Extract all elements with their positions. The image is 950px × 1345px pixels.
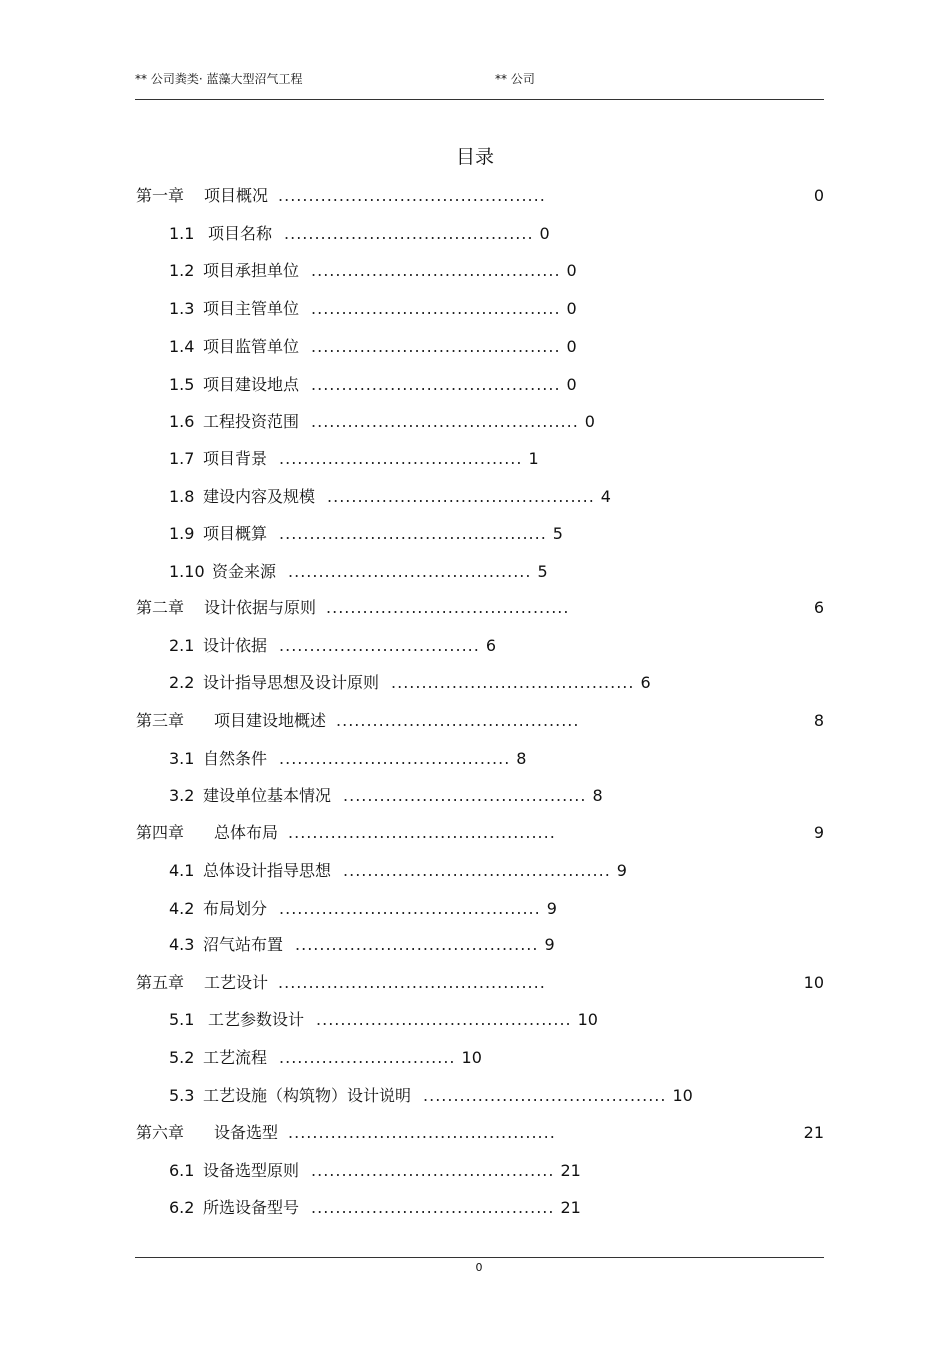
toc-entry-page-number: 1	[528, 449, 539, 468]
toc-entry-number: 1.9	[169, 524, 195, 543]
toc-entry-label: 项目概算	[203, 524, 268, 543]
toc-entry-page-number: 10	[577, 1010, 598, 1029]
toc-entry-label: 布局划分	[203, 899, 268, 918]
toc-entry-number: 4.1	[169, 861, 195, 880]
toc-entry-number: 6.2	[169, 1198, 195, 1217]
toc-entry-page-number: 10	[672, 1086, 693, 1105]
toc-entry-label: 项目概况	[204, 186, 269, 205]
toc-section-entry[interactable]	[169, 448, 539, 470]
toc-entry-label: 所选设备型号	[203, 1198, 300, 1217]
toc-entry-page-number: 9	[544, 935, 555, 954]
toc-section-entry[interactable]	[169, 785, 603, 807]
toc-entry-label: 资金来源	[212, 562, 277, 581]
toc-section-entry[interactable]	[169, 298, 577, 320]
toc-section-entry[interactable]	[169, 1085, 693, 1107]
toc-section-entry[interactable]	[169, 523, 563, 545]
toc-entry-number: 第六章	[136, 1123, 185, 1142]
toc-dot-leader: ........................................	[336, 711, 580, 730]
toc-entry-number: 第二章	[136, 598, 185, 617]
toc-entry-page-number: 0	[566, 261, 577, 280]
toc-entry-number: 1.5	[169, 375, 195, 394]
toc-entry-label: 工程投资范围	[203, 412, 300, 431]
toc-entry-page-number: 8	[813, 711, 824, 730]
header-right-text: ** 公司	[495, 72, 535, 86]
toc-entry-number: 1.2	[169, 261, 195, 280]
toc-section-entry[interactable]	[169, 635, 496, 657]
toc-section-entry[interactable]	[169, 223, 550, 245]
toc-entry-label: 设计指导思想及设计原则	[203, 673, 380, 692]
toc-entry-label: 总体布局	[214, 823, 279, 842]
toc-section-entry[interactable]	[169, 748, 526, 770]
toc-dot-leader: ........................................	[288, 562, 532, 581]
toc-entry-number: 5.2	[169, 1048, 195, 1067]
toc-section-entry[interactable]	[169, 411, 595, 433]
toc-dot-leader: ..........................................	[316, 1010, 572, 1029]
toc-entry-page-number: 0	[566, 299, 577, 318]
toc-entry-label: 项目承担单位	[203, 261, 300, 280]
toc-entry-page-number: 6	[813, 598, 824, 617]
toc-entry-number: 第五章	[136, 973, 185, 992]
toc-dot-leader: .........................................	[311, 261, 561, 280]
toc-entry-page-number: 0	[566, 375, 577, 394]
toc-entry-label: 建设内容及规模	[203, 487, 316, 506]
toc-dot-leader: ........................................	[295, 935, 539, 954]
toc-entry-label: 工艺设计	[204, 973, 269, 992]
toc-entry-number: 2.2	[169, 673, 195, 692]
toc-entry-label: 项目主管单位	[203, 299, 300, 318]
toc-entry-number: 1.1	[169, 224, 195, 243]
toc-section-entry[interactable]	[169, 898, 557, 920]
toc-section-entry[interactable]	[169, 1047, 482, 1069]
toc-entry-number: 3.2	[169, 786, 195, 805]
toc-chapter-entry[interactable]	[136, 597, 569, 619]
header-divider	[135, 99, 824, 100]
toc-dot-leader: .................................	[279, 636, 480, 655]
toc-chapter-entry[interactable]	[136, 185, 546, 207]
toc-dot-leader: ........................................	[311, 1161, 555, 1180]
toc-dot-leader: ............................................	[288, 823, 556, 842]
toc-entry-page-number: 8	[592, 786, 603, 805]
toc-entry-label: 工艺设施（构筑物）设计说明	[203, 1086, 412, 1105]
toc-section-entry[interactable]	[169, 860, 627, 882]
toc-entry-label: 建设单位基本情况	[203, 786, 332, 805]
toc-entry-number: 5.3	[169, 1086, 195, 1105]
toc-dot-leader: ............................................	[278, 186, 546, 205]
toc-section-entry[interactable]	[169, 486, 611, 508]
toc-entry-number: 1.10	[169, 562, 205, 581]
toc-dot-leader: ............................................	[311, 412, 579, 431]
toc-entry-page-number: 6	[485, 636, 497, 655]
toc-entry-page-number: 10	[461, 1048, 482, 1067]
toc-entry-page-number: 21	[803, 1123, 824, 1142]
toc-entry-label: 项目建设地点	[203, 375, 300, 394]
toc-dot-leader: .........................................	[311, 299, 561, 318]
toc-entry-number: 1.8	[169, 487, 195, 506]
toc-section-entry[interactable]	[169, 1009, 598, 1031]
toc-entry-label: 设备选型原则	[203, 1161, 300, 1180]
toc-entry-label: 设备选型	[214, 1123, 279, 1142]
toc-dot-leader: ............................................	[288, 1123, 556, 1142]
header-left-text: ** 公司粪类· 蓝藻大型沼气工程	[135, 72, 303, 86]
footer-divider	[135, 1257, 824, 1258]
toc-entry-page-number: 21	[560, 1198, 581, 1217]
toc-chapter-entry[interactable]	[136, 822, 556, 844]
toc-entry-label: 沼气站布置	[203, 935, 284, 954]
toc-entry-number: 4.2	[169, 899, 195, 918]
toc-entry-page-number: 5	[552, 524, 563, 543]
footer-page-number: 0	[475, 1261, 483, 1274]
toc-chapter-entry[interactable]	[136, 972, 546, 994]
toc-entry-number: 5.1	[169, 1010, 195, 1029]
toc-entry-number: 1.3	[169, 299, 195, 318]
toc-entry-page-number: 0	[566, 337, 577, 356]
toc-dot-leader: ........................................	[343, 786, 587, 805]
toc-entry-number: 1.7	[169, 449, 195, 468]
toc-dot-leader: ............................................	[327, 487, 595, 506]
toc-title: 目录	[455, 146, 494, 168]
toc-chapter-entry[interactable]	[136, 1122, 556, 1144]
toc-entry-label: 工艺流程	[203, 1048, 268, 1067]
toc-entry-page-number: 9	[616, 861, 627, 880]
toc-entry-number: 4.3	[169, 935, 195, 954]
toc-dot-leader: ........................................	[423, 1086, 667, 1105]
toc-entry-number: 2.1	[169, 636, 195, 655]
toc-section-entry[interactable]	[169, 1160, 581, 1182]
toc-dot-leader: ........................................	[279, 449, 523, 468]
toc-entry-label: 工艺参数设计	[208, 1010, 305, 1029]
page-header	[135, 70, 824, 100]
toc-entry-number: 1.6	[169, 412, 195, 431]
toc-entry-number: 第三章	[136, 711, 185, 730]
toc-entry-page-number: 0	[584, 412, 595, 431]
toc-dot-leader: .............................	[279, 1048, 456, 1067]
toc-entry-page-number: 6	[640, 673, 651, 692]
toc-entry-label: 自然条件	[203, 749, 268, 768]
toc-dot-leader: ........................................	[391, 673, 635, 692]
toc-dot-leader: .........................................	[311, 337, 561, 356]
toc-entry-page-number: 0	[539, 224, 550, 243]
toc-dot-leader: ........................................	[326, 598, 570, 617]
toc-entry-page-number: 21	[560, 1161, 581, 1180]
toc-entry-number: 3.1	[169, 749, 195, 768]
toc-dot-leader: ............................................	[343, 861, 611, 880]
toc-dot-leader: .........................................	[284, 224, 534, 243]
toc-entry-number: 第四章	[136, 823, 185, 842]
toc-dot-leader: ............................................	[278, 973, 546, 992]
toc-entry-label: 设计依据与原则	[204, 598, 317, 617]
toc-section-entry[interactable]	[169, 934, 555, 956]
toc-entry-page-number: 9	[813, 823, 824, 842]
toc-dot-leader: ........................................	[311, 1198, 555, 1217]
toc-section-entry[interactable]	[169, 336, 577, 358]
toc-entry-label: 设计依据	[203, 636, 268, 655]
toc-dot-leader: ...........................................	[279, 899, 541, 918]
toc-entry-number: 第一章	[136, 186, 185, 205]
toc-entry-page-number: 9	[546, 899, 557, 918]
toc-entry-page-number: 4	[600, 487, 611, 506]
toc-entry-label: 总体设计指导思想	[203, 861, 332, 880]
toc-entry-label: 项目背景	[203, 449, 268, 468]
toc-section-entry[interactable]	[169, 374, 577, 396]
toc-entry-page-number: 0	[813, 186, 824, 205]
toc-entry-page-number: 8	[516, 749, 527, 768]
toc-entry-number: 1.4	[169, 337, 195, 356]
toc-section-entry[interactable]	[169, 1197, 581, 1219]
toc-entry-page-number: 5	[537, 562, 548, 581]
toc-section-entry[interactable]	[169, 561, 548, 583]
toc-dot-leader: ............................................	[279, 524, 547, 543]
toc-dot-leader: .........................................	[311, 375, 561, 394]
toc-dot-leader: ......................................	[279, 749, 511, 768]
toc-entry-label: 项目名称	[208, 224, 273, 243]
toc-section-entry[interactable]	[169, 672, 651, 694]
toc-section-entry[interactable]	[169, 260, 577, 282]
toc-entry-label: 项目建设地概述	[214, 711, 327, 730]
toc-entry-number: 6.1	[169, 1161, 195, 1180]
toc-entry-label: 项目监管单位	[203, 337, 300, 356]
toc-entry-page-number: 10	[803, 973, 824, 992]
toc-chapter-entry[interactable]	[136, 710, 579, 732]
